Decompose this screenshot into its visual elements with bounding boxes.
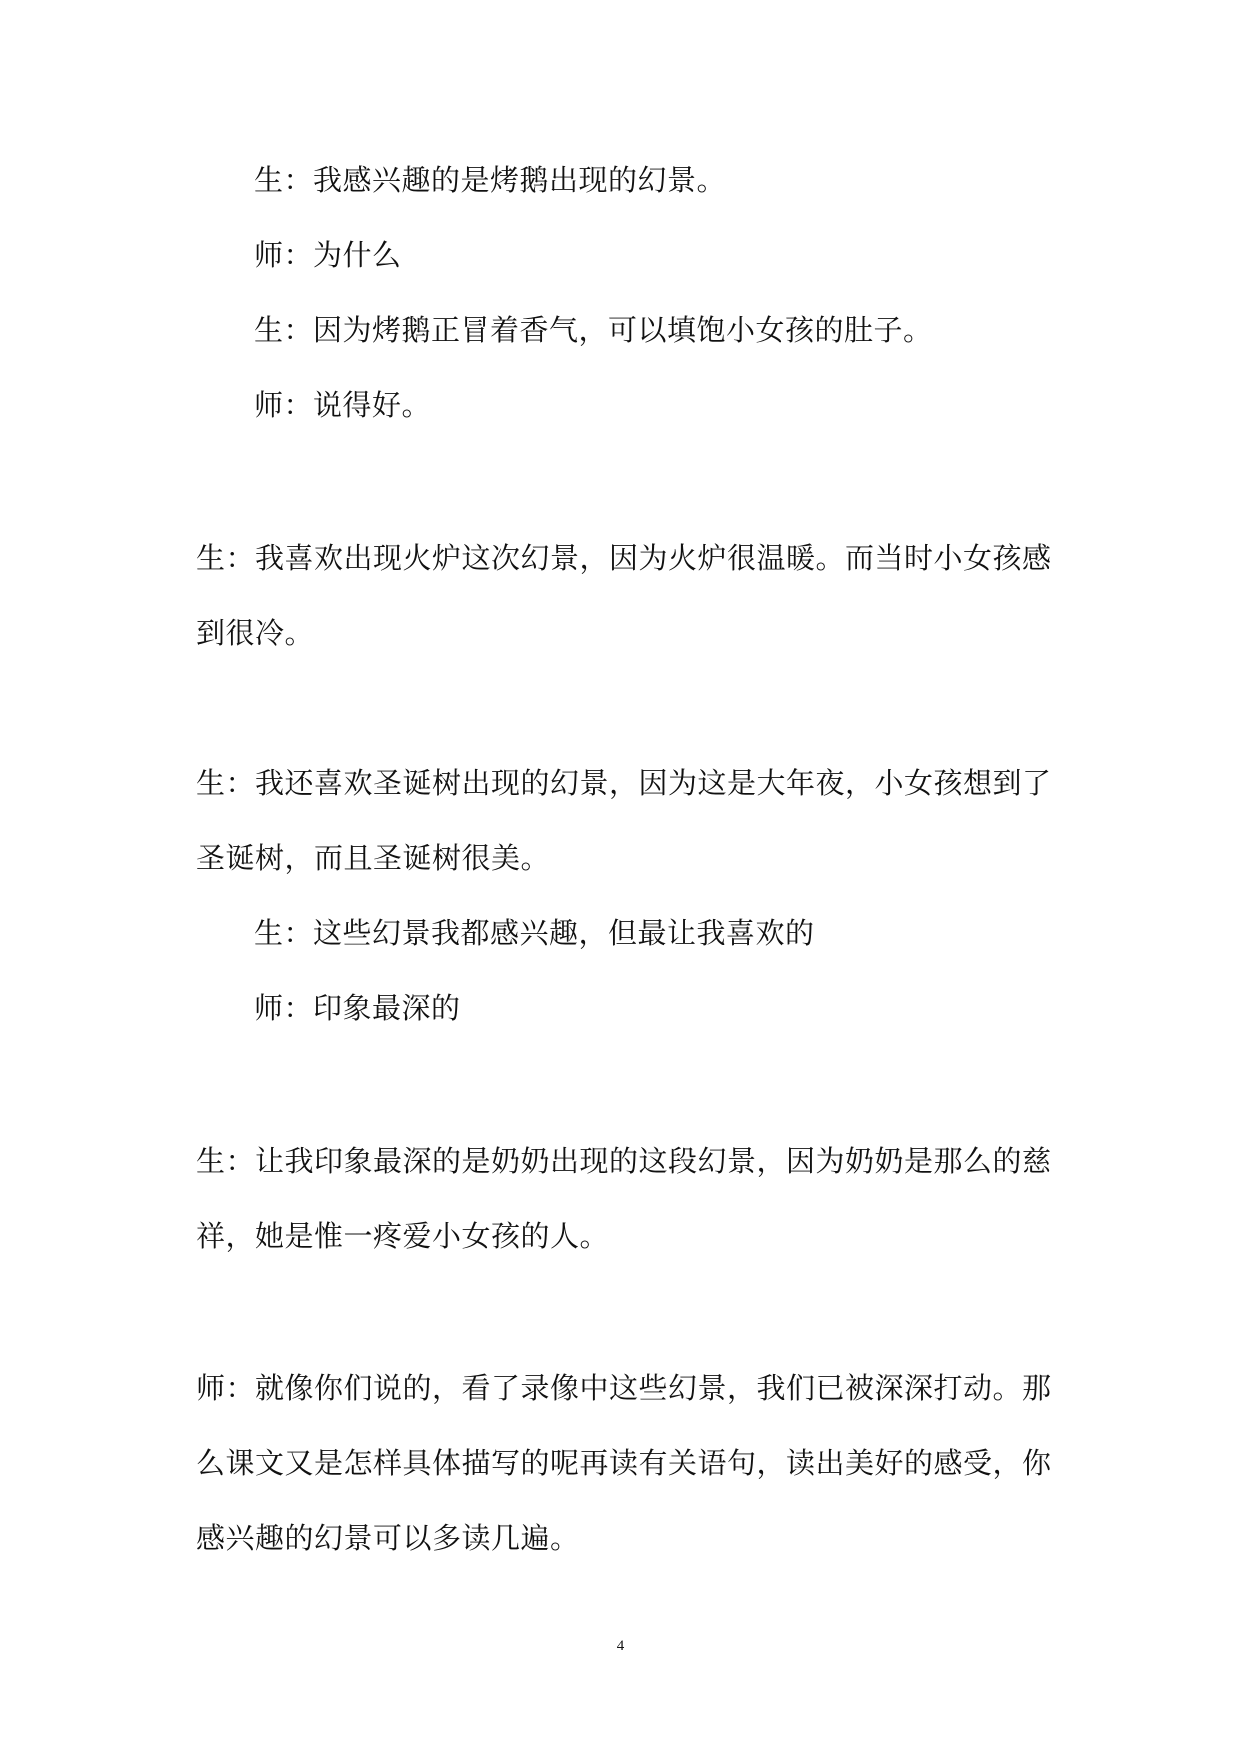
page-number: 4 — [616, 1638, 625, 1654]
dialogue-line: 么课文又是怎样具体描写的呢再读有关语句，读出美好的感受，你 — [196, 1446, 1052, 1480]
dialogue-line: 师：就像你们说的，看了录像中这些幻景，我们已被深深打动。那 — [196, 1371, 1052, 1405]
dialogue-line: 感兴趣的幻景可以多读几遍。 — [196, 1521, 580, 1555]
dialogue-line: 到很冷。 — [196, 616, 315, 650]
dialogue-line: 祥，她是惟一疼爱小女孩的人。 — [196, 1219, 610, 1253]
dialogue-line: 生：我喜欢出现火炉这次幻景，因为火炉很温暖。而当时小女孩感 — [196, 541, 1052, 575]
dialogue-line: 生：我还喜欢圣诞树出现的幻景，因为这是大年夜，小女孩想到了 — [196, 766, 1052, 800]
dialogue-line: 圣诞树，而且圣诞树很美。 — [196, 841, 551, 875]
dialogue-line: 师：印象最深的 — [254, 991, 461, 1025]
dialogue-line: 生：这些幻景我都感兴趣，但最让我喜欢的 — [254, 916, 815, 950]
dialogue-line: 生：因为烤鹅正冒着香气，可以填饱小女孩的肚子。 — [254, 313, 933, 347]
dialogue-line: 师：说得好。 — [254, 388, 432, 422]
dialogue-line: 生：让我印象最深的是奶奶出现的这段幻景，因为奶奶是那么的慈 — [196, 1144, 1052, 1178]
dialogue-line: 生：我感兴趣的是烤鹅出现的幻景。 — [254, 163, 727, 197]
dialogue-line: 师：为什么 — [254, 238, 402, 272]
